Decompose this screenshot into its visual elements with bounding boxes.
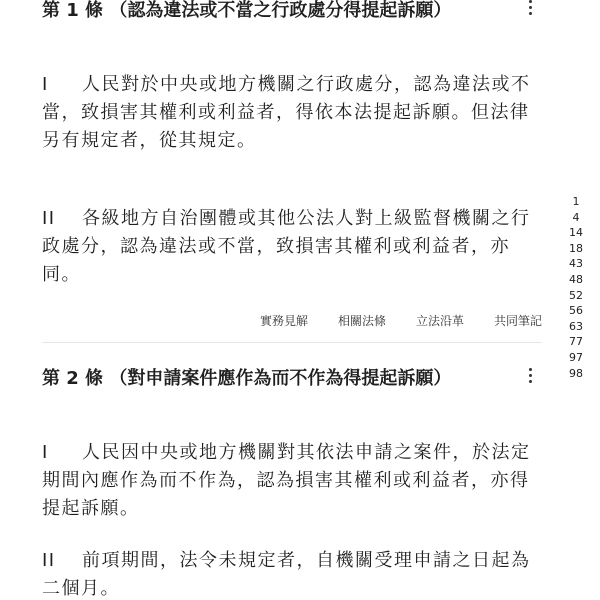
paragraph-text: 各級地方自治團體或其他公法人對上級監督機關之行政處分，認為違法或不當，致損害其權利或利益者，亦同。 <box>42 208 531 285</box>
article-title: 第 1 條 （認為違法或不當之行政處分得提起訴願） <box>42 0 452 21</box>
paragraph-1 <box>42 439 532 523</box>
index-item[interactable]: 18 <box>569 241 583 255</box>
article-index <box>556 194 596 381</box>
paragraph-2 <box>42 547 532 600</box>
tab-related-laws[interactable]: 相關法條 <box>337 314 386 328</box>
article-list <box>42 0 542 600</box>
paragraph-2 <box>42 205 532 289</box>
index-item[interactable]: 43 <box>569 257 583 271</box>
tab-legislative-history[interactable]: 立法沿革 <box>415 314 464 328</box>
paragraph-number: I <box>42 442 49 463</box>
article-title: 第 2 條 （對申請案件應作為而不作為得提起訴願） <box>42 368 452 389</box>
index-item[interactable]: 98 <box>569 366 583 380</box>
more-options-icon[interactable] <box>522 364 538 386</box>
tab-shared-notes[interactable]: 共同筆記 <box>493 314 542 328</box>
tab-practice[interactable]: 實務見解 <box>259 314 308 328</box>
article-tabs <box>42 312 542 329</box>
paragraph-text: 人民因中央或地方機關對其依法申請之案件，於法定期間內應作為而不作為，認為損害其權利或利益者，亦得提起訴願。 <box>42 442 531 519</box>
index-item[interactable]: 4 <box>572 210 580 224</box>
paragraph-number: II <box>42 208 56 229</box>
paragraph-number: I <box>42 74 49 95</box>
article-1 <box>42 0 542 358</box>
paragraph-text: 前項期間，法令未規定者，自機關受理申請之日起為二個月。 <box>42 550 531 599</box>
paragraph-1 <box>42 71 532 155</box>
index-item[interactable]: 77 <box>569 335 583 349</box>
paragraph-number: II <box>42 550 56 571</box>
article-2 <box>42 358 542 600</box>
index-item[interactable]: 48 <box>569 272 583 286</box>
more-options-icon[interactable] <box>522 0 538 18</box>
index-item[interactable]: 56 <box>569 304 583 318</box>
paragraph-text: 人民對於中央或地方機關之行政處分，認為違法或不當，致損害其權利或利益者，得依本法提起訴願。但法律另有規定者，從其規定。 <box>42 74 531 151</box>
index-item[interactable]: 1 <box>572 195 580 208</box>
index-item[interactable]: 63 <box>569 319 583 333</box>
index-item[interactable]: 52 <box>569 288 583 302</box>
divider <box>42 342 542 343</box>
index-item[interactable]: 14 <box>569 226 583 240</box>
index-item[interactable]: 97 <box>569 350 583 364</box>
